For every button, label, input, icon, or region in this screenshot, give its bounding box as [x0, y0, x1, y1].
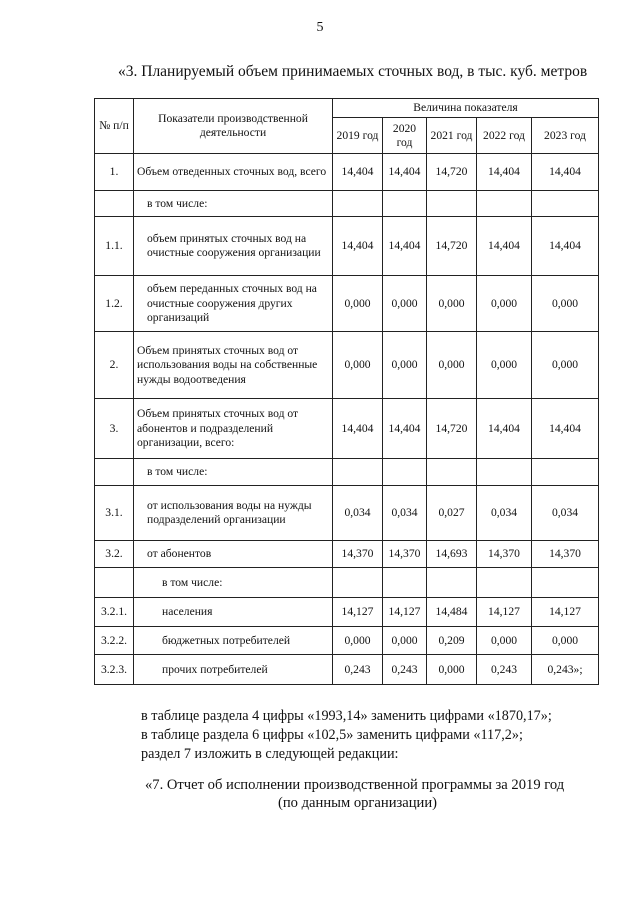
row-label: Объем принятых сточных вод от использования воды на собственные нужды водоотведения [134, 332, 333, 399]
row-value: 14,404 [477, 217, 532, 276]
row-value: 0,034 [333, 486, 383, 541]
row-num: 3.2.1. [95, 598, 134, 627]
row-num: 1.1. [95, 217, 134, 276]
row-num: 1.2. [95, 276, 134, 332]
table-row [95, 568, 599, 598]
row-label: бюджетных потребителей [134, 627, 333, 655]
header-year: 2019 год [333, 118, 383, 154]
row-value [427, 191, 477, 217]
table-row [95, 217, 599, 276]
row-value: 0,000 [477, 332, 532, 399]
page-number: 5 [316, 20, 324, 35]
row-value [427, 568, 477, 598]
header-value-group: Величина показателя [333, 99, 599, 118]
table-row [95, 541, 599, 568]
row-value: 14,404 [532, 217, 599, 276]
row-num: 1. [95, 154, 134, 191]
row-value: 14,404 [532, 399, 599, 459]
row-value: 14,127 [383, 598, 427, 627]
wastewater-table [94, 98, 599, 685]
row-value: 14,404 [333, 154, 383, 191]
row-value: 14,370 [477, 541, 532, 568]
row-value [383, 568, 427, 598]
amendment-line: в таблице раздела 6 цифры «102,5» заменить цифрами «117,2»; [141, 727, 523, 743]
row-value [383, 459, 427, 486]
row-value: 14,720 [427, 154, 477, 191]
row-num [95, 568, 134, 598]
header-year: 2020 год [383, 118, 427, 154]
row-value: 0,000 [383, 332, 427, 399]
row-value: 0,000 [427, 332, 477, 399]
amendment-line: раздел 7 изложить в следующей редакции: [141, 746, 399, 762]
row-value: 0,000 [427, 276, 477, 332]
row-value: 0,000 [383, 627, 427, 655]
header-year: 2023 год [532, 118, 599, 154]
row-value: 0,000 [532, 332, 599, 399]
row-label: от использования воды на нужды подразделений организации [134, 486, 333, 541]
row-value: 14,693 [427, 541, 477, 568]
row-num [95, 191, 134, 217]
row-value: 14,404 [333, 399, 383, 459]
table-row [95, 598, 599, 627]
row-num: 3.1. [95, 486, 134, 541]
table-row [95, 459, 599, 486]
header-year: 2022 год [477, 118, 532, 154]
table-row [95, 332, 599, 399]
table-row [95, 276, 599, 332]
row-value: 0,000 [333, 332, 383, 399]
row-value: 0,000 [333, 627, 383, 655]
row-label: в том числе: [134, 568, 333, 598]
table-row [95, 191, 599, 217]
amendment-line: в таблице раздела 4 цифры «1993,14» заменить цифрами «1870,17»; [141, 708, 552, 724]
table-row [95, 655, 599, 685]
row-label: в том числе: [134, 191, 333, 217]
row-value: 14,127 [333, 598, 383, 627]
row-num: 3.2.2. [95, 627, 134, 655]
table-row [95, 399, 599, 459]
report-title [0, 776, 640, 812]
row-value [532, 459, 599, 486]
table-row [95, 627, 599, 655]
row-value: 0,034 [383, 486, 427, 541]
amendment-text [141, 707, 552, 764]
row-value [333, 568, 383, 598]
header-indicator: Показатели производственной деятельности [134, 99, 333, 154]
report-title-line: «7. Отчет об исполнении производственной программы за 2019 год [145, 777, 565, 793]
row-value [333, 191, 383, 217]
row-value [532, 568, 599, 598]
row-value: 14,404 [477, 399, 532, 459]
report-subtitle-line: (по данным организации) [278, 795, 438, 811]
row-value: 0,243 [333, 655, 383, 685]
row-value: 14,404 [383, 154, 427, 191]
row-value [383, 191, 427, 217]
header-year: 2021 год [427, 118, 477, 154]
row-num: 2. [95, 332, 134, 399]
row-value [532, 191, 599, 217]
table-row [95, 486, 599, 541]
row-label: объем переданных сточных вод на очистные сооружения других организаций [134, 276, 333, 332]
row-value: 0,034 [532, 486, 599, 541]
row-num [95, 459, 134, 486]
row-value: 14,370 [333, 541, 383, 568]
row-label: от абонентов [134, 541, 333, 568]
row-num: 3.2.3. [95, 655, 134, 685]
row-value [477, 568, 532, 598]
row-num: 3. [95, 399, 134, 459]
row-value [333, 459, 383, 486]
row-label: в том числе: [134, 459, 333, 486]
section-title: «3. Планируемый объем принимаемых сточных вод, в тыс. куб. метров [118, 63, 588, 80]
row-value: 0,000 [333, 276, 383, 332]
table-row [95, 154, 599, 191]
row-label: Объем принятых сточных вод от абонентов и подразделений организации, всего: [134, 399, 333, 459]
row-value: 14,404 [477, 154, 532, 191]
row-value: 0,209 [427, 627, 477, 655]
row-value: 0,000 [532, 627, 599, 655]
row-value: 14,370 [383, 541, 427, 568]
row-value: 0,027 [427, 486, 477, 541]
row-value: 0,000 [532, 276, 599, 332]
row-value: 14,404 [383, 399, 427, 459]
row-value: 14,404 [383, 217, 427, 276]
row-value [477, 459, 532, 486]
row-value [477, 191, 532, 217]
header-num: № п/п [95, 99, 134, 154]
row-value: 0,000 [427, 655, 477, 685]
row-value: 14,127 [477, 598, 532, 627]
row-value: 0,243 [477, 655, 532, 685]
row-value: 14,720 [427, 399, 477, 459]
row-value: 0,243 [383, 655, 427, 685]
row-value: 0,000 [477, 276, 532, 332]
row-label: прочих потребителей [134, 655, 333, 685]
row-label: Объем отведенных сточных вод, всего [134, 154, 333, 191]
row-value [427, 459, 477, 486]
row-label: объем принятых сточных вод на очистные сооружения организации [134, 217, 333, 276]
row-value: 0,000 [477, 627, 532, 655]
row-value: 0,000 [383, 276, 427, 332]
row-value: 0,243»; [532, 655, 599, 685]
row-value: 14,404 [333, 217, 383, 276]
row-value: 14,370 [532, 541, 599, 568]
row-value: 14,484 [427, 598, 477, 627]
row-num: 3.2. [95, 541, 134, 568]
row-value: 0,034 [477, 486, 532, 541]
row-value: 14,127 [532, 598, 599, 627]
row-value: 14,720 [427, 217, 477, 276]
row-label: населения [134, 598, 333, 627]
row-value: 14,404 [532, 154, 599, 191]
